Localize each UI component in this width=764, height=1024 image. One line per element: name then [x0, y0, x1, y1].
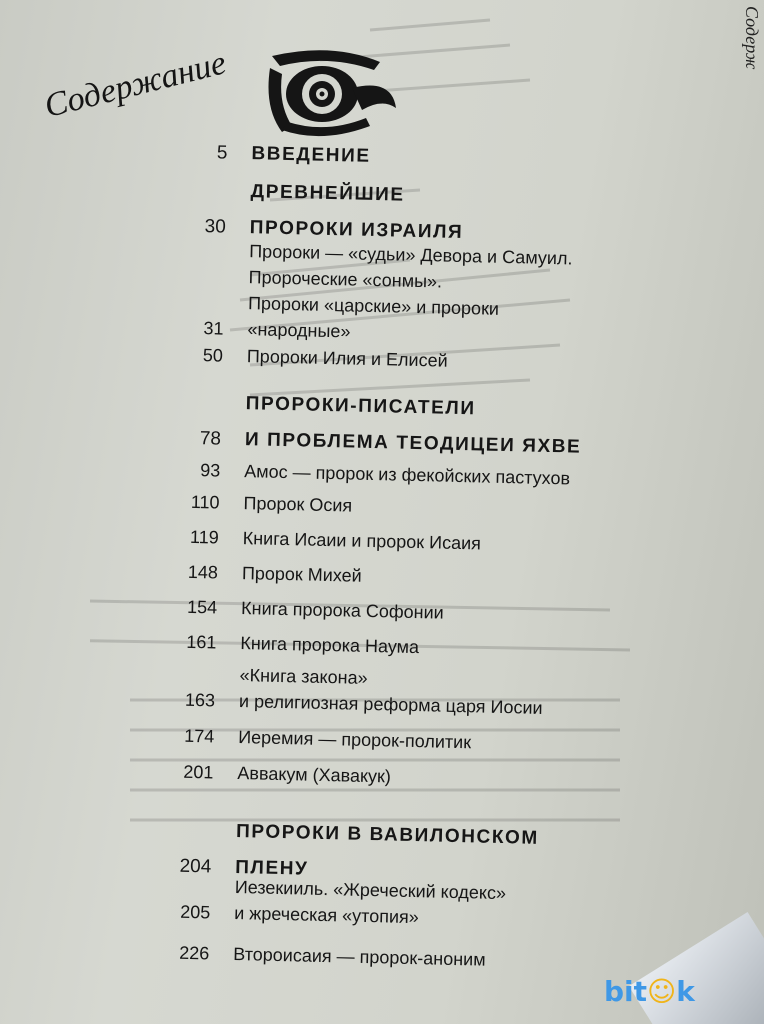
toc-page-number: 205 [179, 901, 211, 923]
watermark-logo: bit☺k [604, 975, 695, 1008]
toc-page-number: 163 [184, 689, 216, 711]
toc-page-number: 119 [189, 526, 219, 548]
toc-entry-line: Аввакум (Хавакук) [237, 763, 392, 787]
toc-page-number: 148 [187, 561, 219, 583]
toc-entry-line: Второисаия — пророк-аноним [233, 943, 486, 970]
toc-page-number: 161 [186, 631, 217, 653]
toc-entry-line: «Книга закона» [239, 665, 368, 688]
toc-entry-line: «народные» [247, 319, 351, 342]
toc-page-number: 226 [179, 942, 210, 964]
toc-heading-line: ПРОРОКИ ИЗРАИЛЯ [249, 217, 464, 243]
toc-page-number: 5 [216, 142, 228, 164]
toc-heading-line: ДРЕВНЕЙШИЕ [250, 181, 405, 206]
toc-entry-line: Книга пророка Софонии [240, 598, 444, 623]
toc-heading-line: ПРОРОКИ-ПИСАТЕЛИ [245, 393, 476, 420]
toc-page-number: 78 [199, 428, 222, 450]
toc-entry-line: и религиозная реформа царя Иосии [238, 691, 543, 718]
toc-page-number: 31 [203, 318, 224, 339]
toc-page-number: 154 [186, 596, 218, 618]
toc-entry-line: и жреческая «утопия» [234, 902, 419, 928]
toc-page-number: 110 [190, 491, 220, 513]
toc-page-number: 50 [202, 345, 224, 366]
toc-page-number: 93 [200, 460, 221, 481]
toc-entry-line: Пророк Михей [241, 563, 362, 586]
toc-entry-line: Книга пророка Наума [240, 633, 420, 658]
toc-entry-line: Пророки «царские» и пророки [247, 293, 500, 319]
toc-heading-line: ПЛЕНУ [235, 856, 309, 880]
toc-page-number: 201 [183, 761, 214, 783]
watermark-o: ☺ [647, 975, 677, 1008]
toc-entry-line: Амос — пророк из фекойских пастухов [244, 461, 571, 489]
running-head: Содерж [742, 6, 762, 70]
toc-entry-line: Книга Исаии и пророк Исаия [242, 528, 482, 554]
toc-page-number: 30 [204, 216, 227, 238]
page-title: Содержание [40, 44, 230, 126]
toc-heading-line: ВВЕДЕНИЕ [251, 143, 371, 167]
toc-page-number: 174 [183, 725, 215, 747]
toc-page-number: 204 [179, 855, 212, 878]
toc-heading-line: И ПРОБЛЕМА ТЕОДИЦЕИ ЯХВЕ [244, 429, 582, 458]
toc-entry-line: Иезекииль. «Жреческий кодекс» [234, 876, 507, 904]
toc-entry-line: Пророки — «судьи» Девора и Самуил. [249, 241, 573, 269]
toc-heading-line: ПРОРОКИ В ВАВИЛОНСКОМ [235, 821, 540, 849]
toc-entry-line: Пророк Осия [243, 493, 353, 516]
toc-entry-line: Пророки Илия и Елисей [246, 346, 448, 371]
toc-entry-line: Иеремия — пророк-политик [238, 727, 472, 753]
toc-entry-line: Пророческие «сонмы». [248, 267, 443, 292]
